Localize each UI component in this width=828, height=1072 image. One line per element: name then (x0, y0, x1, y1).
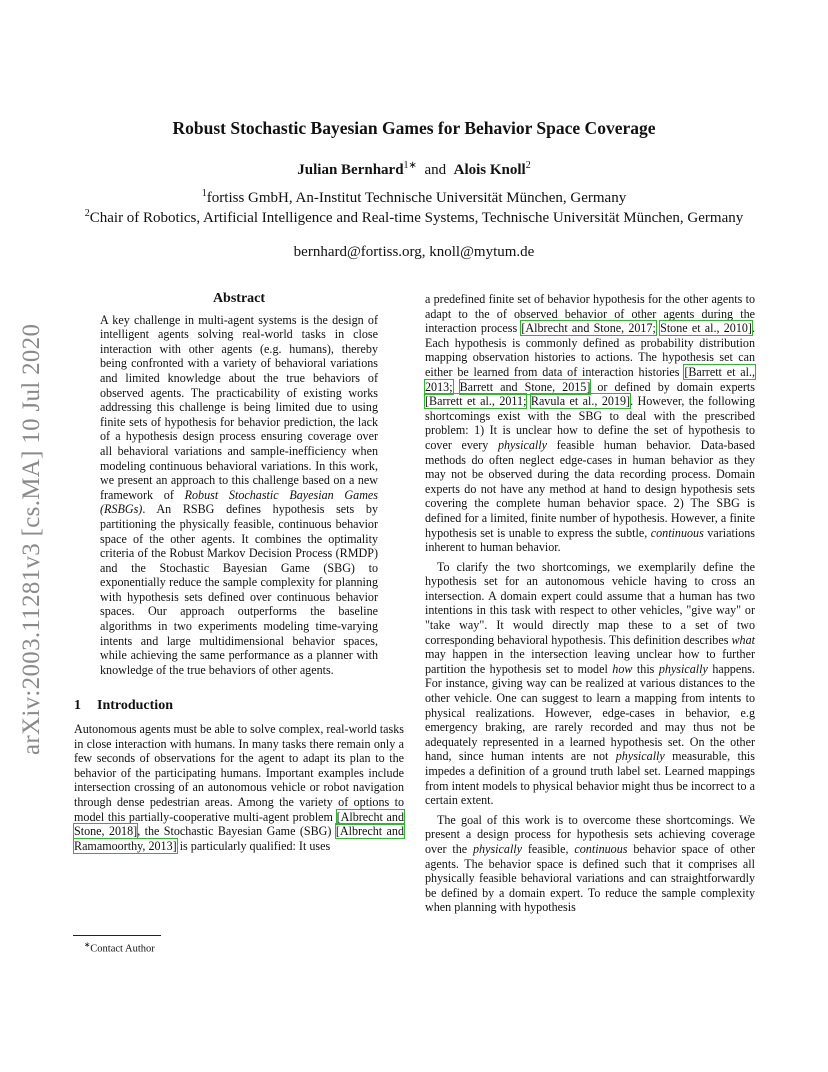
author-name: Julian Bernhard (297, 162, 404, 178)
body-text: . However, the following shortcomings exist with the SBG to deal with the prescribed problem: 1) It is unclear how to define the set of hypothesis to cover every (425, 394, 756, 452)
body-text: a predefined finite set of behavior hypothesis for the other agents to adapt to the of observed behavior of other agents during the interaction process (425, 292, 755, 336)
body-emphasis: continuous (574, 841, 628, 856)
citation-link[interactable]: [Albrecht and Ramamoorthy, 2013] (74, 824, 405, 853)
right-column (425, 292, 755, 915)
body-text: feasible, (522, 841, 575, 856)
body-emphasis: physically (615, 749, 665, 764)
author-sup: 2 (525, 160, 531, 171)
abstract-sentence: A key challenge in multi-agent systems is the design of intelligent agents solving real-world tasks in close interaction with other agents (e.g. humans), thereby being confronted with a variety of behavioral variations and limited knowledge about the true behaviors of observed agents. The practicability of existing works addressing this challenge is being limited due to using finite sets of hypothesis for behavior prediction, the lack of a hypothesis design process ensuring coverage over all behavioral variations and sample-inefficiency when modeling continuous behavioral variations. In this work, we present an approach to this challenge based on a new framework of (100, 312, 378, 502)
intro-text: Autonomous agents must be able to solve complex, real-world tasks in close interaction with humans. In many tasks there remain only a few seconds of observations for the agent to adapt its plan to the behavior of the participating humans. Important examples include intersection crossing of an autonomous vehicle or robot navigation through dense pedestrian areas. Among the variety of options to model this partially-cooperative multi-agent problem (74, 722, 404, 824)
footnote-rule (73, 935, 161, 936)
arxiv-side-stamp: arXiv:2003.11281v3 [cs.MA] 10 Jul 2020 (18, 323, 45, 755)
affiliation-sup: 2 (84, 208, 90, 219)
body-text: or defined by domain experts (590, 379, 755, 394)
intro-paragraph (74, 722, 404, 853)
body-text: variations inherent to human behavior. (425, 525, 755, 555)
affiliation-sup: 1 (201, 188, 207, 199)
body-text: may happen in the intersection leaving unclear how to further partition the hypothesis set to model (425, 647, 755, 676)
body-text: this (632, 661, 659, 676)
citation-link[interactable]: [Barrett et al., 2011; (425, 394, 527, 409)
abstract-emphasis: Robust Stochastic Bayesian Games (RSBGs) (100, 487, 378, 517)
citation-link[interactable]: Ravula et al., 2019] (530, 394, 631, 409)
body-paragraph (425, 813, 755, 915)
citation-link[interactable]: Barrett and Stone, 2015] (459, 379, 591, 394)
body-emphasis: physically (658, 661, 708, 676)
body-emphasis: how (612, 661, 633, 676)
body-paragraph (425, 560, 755, 808)
section-title: Introduction (97, 698, 173, 714)
emails: bernhard@fortiss.org, knoll@mytum.de (293, 244, 535, 260)
body-emphasis: what (731, 632, 755, 647)
author-name: Alois Knoll (453, 162, 526, 178)
footnote-mark: ∗ (84, 940, 91, 949)
intro-text: is particularly qualified: It uses (176, 838, 331, 853)
abstract-heading: Abstract (212, 291, 266, 306)
body-text: feasible human behavior. Data-based methods do often neglect edge-cases in human behavior as they may not be observed during the data recording process. Domain experts do not have any method at hand to design hypothesis sets covering the complete human behavior space. 2) The SBG is defined for a limited, finite number of hypothesis. However, a finite hypothesis set is unable to express the subtle, (425, 437, 755, 540)
body-text: The goal of this work is to overcome these shortcomings. We present a design process for hypothesis sets achieving coverage over the (425, 812, 755, 856)
author-sup: 1∗ (403, 160, 417, 171)
affiliation-text: Chair of Robotics, Artificial Intelligence and Real-time Systems, Technische Universität München, Germany (89, 210, 744, 226)
left-column (74, 292, 404, 853)
abstract-text (74, 313, 404, 678)
body-emphasis: physically (473, 841, 523, 856)
body-paragraph (425, 292, 755, 555)
body-text: . Each hypothesis is commonly defined as probability distribution mapping observation histories to actions. The hypothesis set can either be learned from data of interaction histories (425, 321, 755, 379)
paper-title: Robust Stochastic Bayesian Games for Behavior Space Coverage (172, 118, 656, 138)
body-emphasis: continuous (650, 525, 704, 540)
intro-text: , the Stochastic Bayesian Game (SBG) (137, 824, 336, 839)
abstract-sentence: . An RSBG defines hypothesis sets by partitioning the physically feasible, continuous behavior space of the other agents. It combines the optimality criteria of the Robust Markov Decision Process (RMDP) and the Stochastic Bayesian Game (SBG) to exponentially reduce the sample complexity for planning with hypothesis sets defined over continuous behavior spaces. Our approach outperforms the baseline algorithms in two experiments modeling time-varying intents and large multidimensional behavior spaces, while achieving the same performance as a planner with knowledge of the true behaviors of other agents. (100, 502, 378, 677)
citation-link[interactable]: [Barrett et al., 2013; (425, 364, 756, 394)
citation-link[interactable]: [Albrecht and Stone, 2017; (521, 321, 656, 336)
citation-link[interactable]: Stone et al., 2010] (660, 321, 752, 336)
body-text: measurable, this impedes a definition of a ground truth label set. Learned mappings from intent models to physical behavior might thus be incorrect to a certain extent. (425, 749, 756, 808)
footnote-text: Contact Author (90, 943, 155, 955)
body-text: To clarify the two shortcomings, we exemplarily define the hypothesis set for an autonomous vehicle having to cross an intersection. A domain expert could assume that a human has two intentions in this task with respect to other vehicles, "give way" or "take way". It would directly map these to a set of two corresponding behavioral hypothesis. This definition describes (425, 559, 755, 647)
section-heading-introduction (74, 699, 404, 714)
body-text: behavior space of other agents. The behavior space is defined such that it comprises all physically feasible behavioral variations and can straightforwardly be defined by a domain expert. To reduce the sample complexity when planning with hypothesis (425, 841, 756, 915)
citation-link[interactable]: [Albrecht and Stone, 2018] (74, 809, 404, 839)
affiliation-text: fortiss GmbH, An-Institut Technische Universität München, Germany (206, 190, 627, 206)
affiliation-2 (60, 204, 768, 228)
section-number: 1 (74, 698, 81, 714)
body-emphasis: physically (497, 437, 547, 452)
author-line (0, 160, 828, 179)
footnote (84, 940, 155, 955)
author-and: and (424, 162, 447, 178)
body-text: happens. For instance, giving way can be realized at various distances to the other vehicle. One can suggest to learn a mapping from intents to physical realizations. However, edge-cases in behavior, e.g emergency braking, are rarely recorded and may thus not be adequately represented in a learned hypothesis set. On the other hand, since human intents are not (425, 661, 755, 764)
